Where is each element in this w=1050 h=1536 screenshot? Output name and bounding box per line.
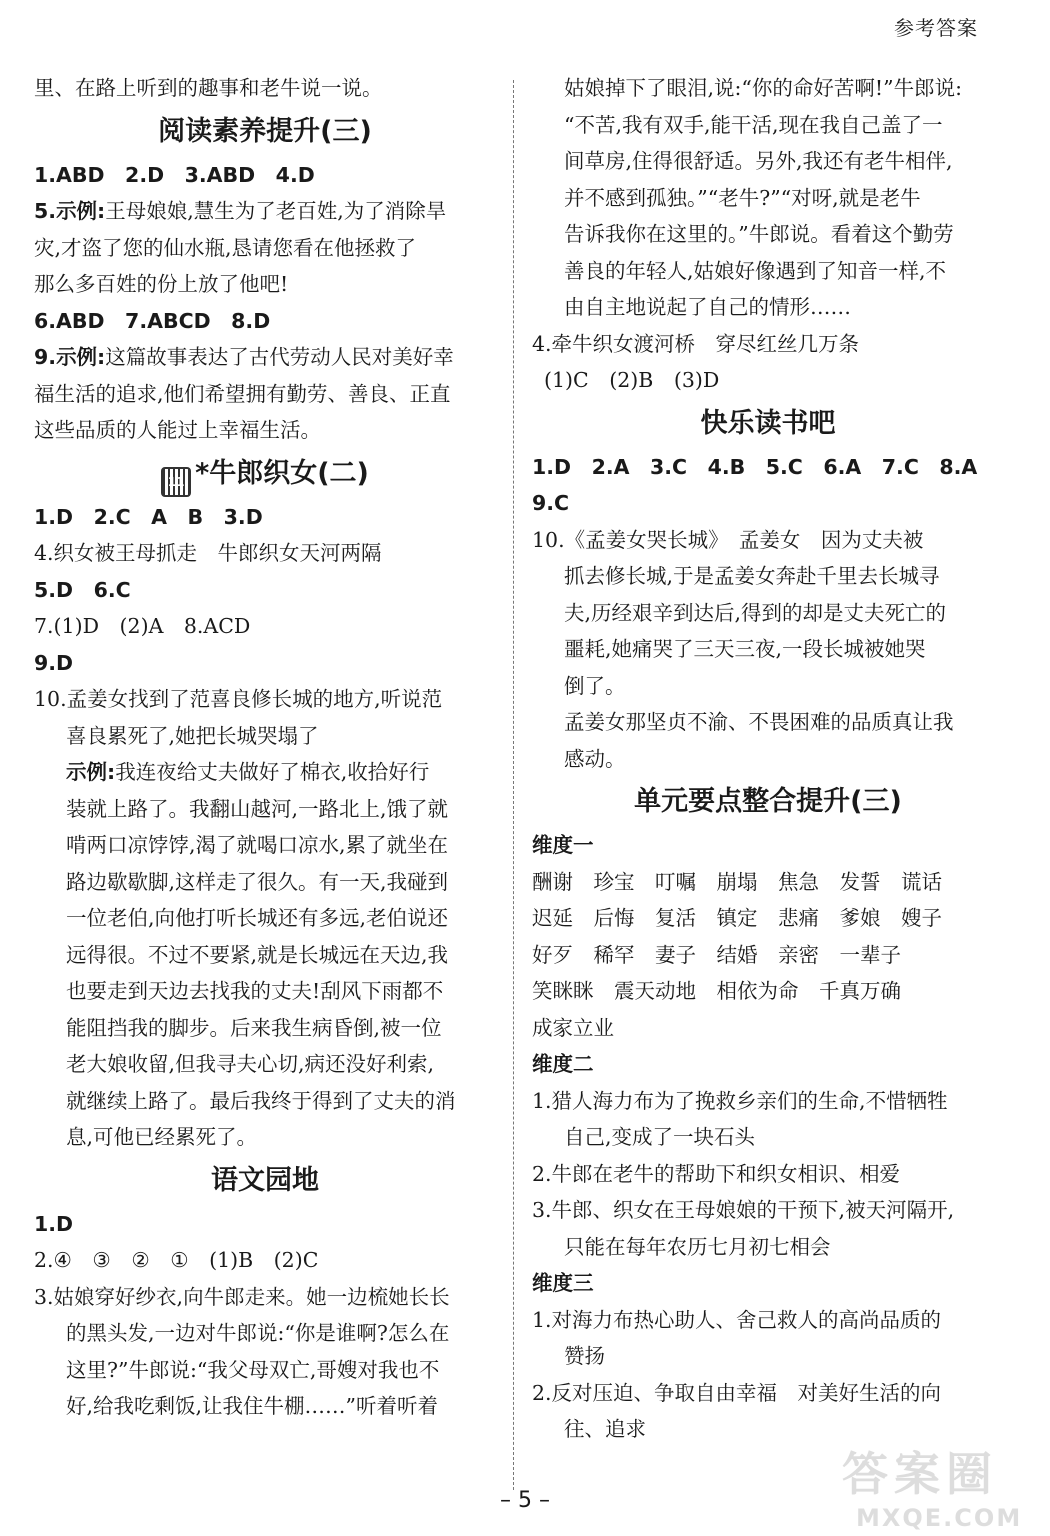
answer-line: 就继续上路了。最后我终于得到了丈夫的消: [66, 1088, 456, 1113]
answer-line: 孟姜女那坚贞不渝、不畏困难的品质真让我: [564, 710, 954, 734]
answer-line: 1.ABD 2.D 3.ABD 4.D: [34, 162, 315, 187]
answer-line: 倒了。: [564, 673, 626, 698]
answer-line: 2.反对压迫、争取自由幸福 对美好生活的向: [532, 1380, 942, 1405]
lesson-number-badge: 11: [161, 467, 191, 497]
dimension-label: 维度二: [532, 1052, 594, 1076]
section-title-text: *牛郎织女(二): [195, 457, 369, 489]
answer-line: 告诉我你在这里的。”牛郎说。看着这个勤劳: [564, 222, 954, 246]
watermark-url: MXQE.COM: [856, 1504, 1023, 1532]
answer-line: [34, 754, 496, 791]
answer-line: 福生活的追求,他们希望拥有勤劳、善良、正直: [34, 381, 451, 406]
answer-line: 一位老伯,向他打听长城还有多远,老伯说还: [66, 906, 449, 930]
answer-line: 灾,才盗了您的仙水瓶,恳请您看在他拯救了: [34, 235, 417, 260]
answer-line: 10.孟姜女找到了范喜良修长城的地方,听说范: [34, 687, 443, 711]
answer-line: 感动。: [564, 746, 626, 771]
left-column: [34, 70, 496, 1425]
answer-line: 1.D 2.C A B 3.D: [34, 504, 263, 529]
answer-line: [34, 339, 496, 376]
answer-line: 夫,历经艰辛到达后,得到的却是丈夫死亡的: [564, 600, 947, 625]
answer-line: 自己,变成了一块石头: [564, 1125, 756, 1149]
answer-line: 9.C: [532, 491, 570, 515]
right-column: [532, 70, 1004, 1448]
answer-line: 并不感到孤独。”“老牛?”“对呀,就是老牛: [564, 185, 921, 210]
answer-line: 姑娘掉下了眼泪,说:“你的命好苦啊!”牛郎说:: [564, 76, 963, 100]
page-header: 参考答案: [894, 16, 978, 40]
section-title-yuwen-yuandi: 语文园地: [211, 1164, 319, 1196]
answer-line: 路边歇歇脚,这样走了很久。有一天,我碰到: [66, 869, 449, 894]
column-divider: [513, 80, 514, 1490]
dimension-label: 维度一: [532, 833, 594, 857]
word-row: 酬谢 珍宝 叮嘱 崩塌 焦急 发誓 谎话: [532, 869, 942, 894]
answer-line: 抓去修长城,于是孟姜女奔赴千里去长城寻: [564, 564, 940, 588]
example-label: 示例:: [56, 345, 106, 369]
section-title-happy-reading: 快乐读书吧: [700, 407, 836, 439]
answer-text: 王母娘娘,慧生为了老百姓,为了消除旱: [105, 199, 447, 223]
answer-line: 噩耗,她痛哭了三天三夜,一段长城被她哭: [564, 637, 926, 661]
answer-line: 这里?”牛郎说:“我父母双亡,哥嫂对我也不: [66, 1357, 440, 1382]
word-row: 成家立业: [532, 1015, 614, 1040]
page-number: – 5 –: [500, 1488, 550, 1513]
answer-line: 那么多百姓的份上放了他吧!: [34, 272, 289, 296]
answer-line: 装就上路了。我翻山越河,一路北上,饿了就: [66, 796, 449, 821]
answer-line: 3.姑娘穿好纱衣,向牛郎走来。她一边梳她长长: [34, 1284, 450, 1309]
item-number: 5.: [34, 199, 57, 223]
section-title-niulang-2: [34, 449, 496, 499]
answer-text: 我连夜给丈夫做好了棉衣,收拾好行: [115, 760, 430, 784]
answer-line: 1.猎人海力布为了挽救乡亲们的生命,不惜牺牲: [532, 1088, 948, 1113]
answer-line: 啃两口凉饽饽,渴了就喝口凉水,累了就坐在: [66, 833, 449, 857]
answer-line: 老大娘收留,但我寻夫心切,病还没好利索,: [66, 1052, 435, 1076]
word-row: 好歹 稀罕 妻子 结婚 亲密 一辈子: [532, 942, 901, 967]
answer-line: 的黑头发,一边对牛郎说:“你是谁啊?怎么在: [66, 1321, 450, 1345]
section-title-unit-review-3: 单元要点整合提升(三): [634, 786, 902, 817]
word-row: 笑眯眯 震天动地 相依为命 千真万确: [532, 979, 901, 1003]
answer-line: 往、追求: [564, 1417, 646, 1441]
answer-line: “不苦,我有双手,能干活,现在我自己盖了一: [564, 112, 943, 137]
answer-line: 1.对海力布热心助人、舍己救人的高尚品质的: [532, 1307, 942, 1332]
answer-line: 9.D: [34, 650, 74, 675]
word-row: 迟延 后悔 复活 镇定 悲痛 爹娘 嫂子: [532, 906, 942, 930]
intro-line: 里、在路上听到的趣事和老牛说一说。: [34, 76, 383, 100]
answer-text: 这篇故事表达了古代劳动人民对美好幸: [105, 345, 454, 369]
answer-line: 只能在每年农历七月初七相会: [564, 1234, 831, 1259]
answer-line: 4.织女被王母抓走 牛郎织女天河两隔: [34, 541, 382, 565]
answer-line: 10.《孟姜女哭长城》 孟姜女 因为丈夫被: [532, 527, 924, 552]
watermark-logo: [842, 1438, 1032, 1530]
answer-line: 赞扬: [564, 1344, 605, 1368]
answer-line: 善良的年轻人,姑娘好像遇到了知音一样,不: [564, 258, 947, 283]
answer-line: [34, 193, 496, 230]
answer-line: 间草房,住得很舒适。另外,我还有老牛相伴,: [564, 149, 953, 173]
example-label: 示例:: [66, 760, 116, 784]
answer-line: 4.牵牛织女渡河桥 穿尽红丝几万条: [532, 331, 860, 356]
item-number: 9.: [34, 345, 57, 369]
answer-line: 6.ABD 7.ABCD 8.D: [34, 308, 271, 333]
answer-line: 也要走到天边去找我的丈夫!刮风下雨都不: [66, 979, 444, 1003]
answer-line: 5.D 6.C: [34, 577, 131, 602]
dimension-label: 维度三: [532, 1271, 594, 1295]
answer-line: 能阻挡我的脚步。后来我生病昏倒,被一位: [66, 1015, 442, 1040]
answer-line: (1)C (2)B (3)D: [544, 368, 720, 392]
answer-line: 7.(1)D (2)A 8.ACD: [34, 614, 251, 638]
section-title-reading-3: 阅读素养提升(三): [158, 115, 372, 147]
watermark-text: 答案圈: [842, 1447, 998, 1501]
answer-line: 2.④ ③ ② ① (1)B (2)C: [34, 1248, 319, 1272]
answer-line: 这些品质的人能过上幸福生活。: [34, 418, 321, 442]
answer-line: 喜良累死了,她把长城哭塌了: [66, 723, 319, 748]
answer-line: 3.牛郎、织女在王母娘娘的干预下,被天河隔开,: [532, 1198, 955, 1222]
answer-line: 1.D: [34, 1211, 74, 1236]
answer-line: 2.牛郎在老牛的帮助下和织女相识、相爱: [532, 1161, 901, 1186]
answer-line: 远得很。不过不要紧,就是长城远在天边,我: [66, 942, 449, 967]
answer-line: 由自主地说起了自己的情形……: [564, 295, 851, 319]
answer-line: 1.D 2.A 3.C 4.B 5.C 6.A 7.C 8.A: [532, 454, 978, 479]
example-label: 示例:: [56, 199, 106, 223]
answer-line: 息,可他已经累死了。: [66, 1125, 258, 1149]
answer-line: 好,给我吃剩饭,让我住牛棚……”听着听着: [66, 1394, 439, 1418]
